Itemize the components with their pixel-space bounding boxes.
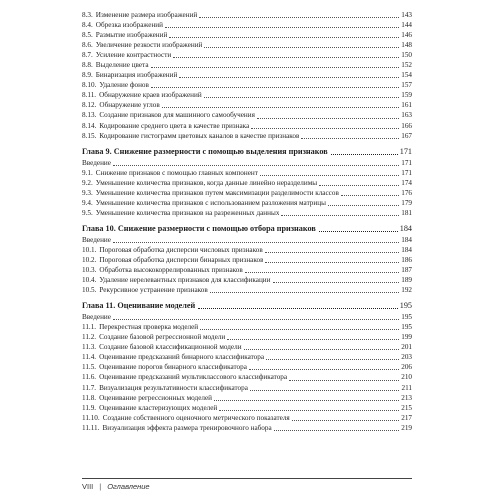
toc-entry-title: Создание базовой регрессионной модели (99, 333, 226, 342)
toc-entry-page: 187 (401, 266, 412, 275)
toc-entry (82, 265, 412, 275)
chapter-page: 195 (399, 301, 412, 311)
leader-dots (301, 138, 399, 139)
leader-dots (165, 27, 399, 28)
leader-dots (173, 57, 399, 58)
toc-entry-number: 11.3. (82, 343, 97, 352)
leader-dots (219, 410, 399, 411)
toc-entry-page: 150 (401, 51, 412, 60)
toc-entry-page: 154 (401, 71, 412, 80)
toc-entry-title: Увеличение резкости изображений (95, 41, 203, 50)
leader-dots (249, 369, 399, 370)
toc-entry-title: Обнаружение краев изображений (99, 91, 202, 100)
toc-entry (82, 275, 412, 285)
toc-entry (82, 255, 412, 265)
toc-entry-number: 10.4. (82, 276, 97, 285)
toc-entry-title: Усиление контрастности (95, 51, 172, 60)
toc-entry (82, 131, 412, 141)
toc-entry-title: Размытие изображений (95, 31, 168, 40)
toc-entry-page: 148 (401, 41, 412, 50)
leader-dots (257, 118, 399, 119)
toc-group-a (82, 10, 412, 141)
toc-entry-number: 11.5. (82, 363, 97, 372)
leader-dots (250, 390, 400, 391)
toc-entry-number: 8.6. (82, 41, 93, 50)
toc-page (82, 10, 412, 433)
toc-entry-title: Введение (82, 313, 111, 322)
toc-entry-number: 11.2. (82, 333, 97, 342)
leader-dots (292, 420, 399, 421)
toc-entry (82, 285, 412, 295)
toc-entry-page: 195 (401, 313, 412, 322)
toc-entry-number: 11.4. (82, 353, 97, 362)
toc-entry-title: Создание базовой классификационной модели (99, 343, 242, 352)
footer-separator: | (99, 482, 102, 491)
leader-dots (331, 154, 398, 155)
toc-entry-number: 9.3. (82, 188, 93, 197)
toc-entry-title: Уменьшение количества признаков на разреженных данных (95, 208, 280, 217)
toc-entry-title: Обработка высококоррелированных признаков (99, 266, 243, 275)
leader-dots (319, 231, 398, 232)
toc-entry-number: 11.6. (82, 373, 97, 382)
toc-entry-number: 11.11. (82, 423, 100, 432)
leader-dots (245, 272, 399, 273)
toc-entry-page: 166 (401, 121, 412, 130)
leader-dots (260, 175, 399, 176)
toc-entry (82, 393, 412, 403)
toc-entry-title: Выделение цвета (95, 61, 149, 70)
toc-entry-number: 8.13. (82, 111, 97, 120)
toc-entry-title: Оценивание порогов бинарного классификатора (99, 363, 247, 372)
toc-entry (82, 188, 412, 198)
toc-entry-title: Визуализация результативности классификатора (99, 383, 248, 392)
chapter-page: 184 (399, 223, 412, 233)
toc-entry (82, 90, 412, 100)
toc-entry-title: Введение (82, 235, 111, 244)
toc-entry-page: 171 (401, 158, 412, 167)
toc-entry-title: Уменьшение количества признаков с использованием разложения матрицы (95, 198, 326, 207)
toc-entry-number: 11.1. (82, 323, 97, 332)
toc-entry-title: Бинаризация изображений (95, 71, 178, 80)
toc-entry-title: Снижение признаков с помощью главных компонент (95, 168, 258, 177)
leader-dots (151, 67, 400, 68)
toc-entry-page: 217 (401, 413, 412, 422)
leader-dots (227, 339, 399, 340)
toc-entry-page: 192 (401, 286, 412, 295)
toc-entry-title: Уменьшение количества признаков путем максимизации разделимости классов (95, 188, 339, 197)
chapter-9-heading (82, 146, 412, 158)
toc-entry-page: 203 (401, 353, 412, 362)
toc-entry-number: 8.15. (82, 131, 97, 140)
toc-entry-page: 159 (401, 91, 412, 100)
toc-entry (82, 70, 412, 80)
toc-entry-page: 174 (401, 178, 412, 187)
leader-dots (319, 185, 399, 186)
chapter-title: Глава 10. Снижение размерности с помощью отбора признаков (82, 223, 316, 233)
toc-entry-number: 8.11. (82, 91, 97, 100)
toc-entry-page: 146 (401, 31, 412, 40)
toc-entry-number: 10.5. (82, 286, 97, 295)
toc-entry-title: Оценивание кластеризующих моделей (99, 403, 218, 412)
leader-dots (289, 380, 399, 381)
toc-entry (82, 413, 412, 423)
toc-entry-page: 189 (401, 276, 412, 285)
toc-entry-title: Изменение размера изображений (95, 11, 198, 19)
toc-entry-number: 11.10. (82, 413, 100, 422)
toc-entry (82, 403, 412, 413)
toc-entry-page: 199 (401, 333, 412, 342)
toc-entry-page: 161 (401, 101, 412, 110)
toc-entry-number: 8.12. (82, 101, 97, 110)
toc-entry (82, 383, 412, 393)
leader-dots (199, 17, 399, 18)
toc-entry-number: 8.7. (82, 51, 93, 60)
toc-entry-page: 184 (401, 245, 412, 254)
toc-entry-page: 167 (401, 131, 412, 140)
toc-entry-page: 179 (401, 198, 412, 207)
toc-entry-page: 143 (401, 11, 412, 19)
toc-entry-page: 201 (401, 343, 412, 352)
toc-entry (82, 110, 412, 120)
toc-entry-title: Создание собственного оценочного метрического показателя (102, 413, 290, 422)
toc-entry (82, 60, 412, 70)
leader-dots (328, 205, 399, 206)
page-footer (82, 478, 412, 491)
toc-entry-number: 9.4. (82, 198, 93, 207)
leader-dots (113, 319, 399, 320)
toc-entry-page: 163 (401, 111, 412, 120)
toc-entry (82, 245, 412, 255)
toc-entry-title: Визуализация эффекта размера тренировочного набора (102, 423, 272, 432)
toc-entry-page: 210 (401, 373, 412, 382)
toc-entry (82, 372, 412, 382)
toc-entry-number: 9.1. (82, 168, 93, 177)
toc-entry (82, 322, 412, 332)
toc-entry-page: 144 (401, 21, 412, 30)
toc-entry-page: 157 (401, 81, 412, 90)
toc-entry (82, 100, 412, 110)
toc-entry-page: 186 (401, 255, 412, 264)
toc-entry-page: 176 (401, 188, 412, 197)
leader-dots (204, 47, 399, 48)
toc-entry-page: 215 (401, 403, 412, 412)
leader-dots (162, 107, 399, 108)
leader-dots (198, 308, 398, 309)
toc-entry-title: Пороговая обработка дисперсии числовых признаков (99, 245, 263, 254)
leader-dots (265, 262, 399, 263)
toc-entry-number: 11.8. (82, 393, 97, 402)
toc-entry (82, 158, 412, 168)
toc-entry-number: 8.10. (82, 81, 97, 90)
toc-entry (82, 208, 412, 218)
toc-entry-page: 171 (401, 168, 412, 177)
toc-entry-number: 8.8. (82, 61, 93, 70)
toc-entry (82, 121, 412, 131)
leader-dots (200, 329, 399, 330)
toc-entry-title: Удаление нерелевантных признаков для классификации (99, 276, 271, 285)
toc-entry-page: 181 (401, 208, 412, 217)
toc-entry (82, 20, 412, 30)
toc-entry-number: 8.4. (82, 21, 93, 30)
leader-dots (214, 400, 399, 401)
leader-dots (204, 97, 400, 98)
toc-entry (82, 362, 412, 372)
toc-entry-page: 211 (401, 383, 412, 392)
toc-group-d (82, 312, 412, 433)
toc-entry (82, 352, 412, 362)
leader-dots (341, 195, 399, 196)
leader-dots (113, 165, 399, 166)
toc-entry-number: 8.9. (82, 71, 93, 80)
toc-entry-number: 8.14. (82, 121, 97, 130)
toc-entry-title: Пороговая обработка дисперсии бинарных признаков (99, 255, 264, 264)
toc-entry-title: Обрезка изображений (95, 21, 163, 30)
leader-dots (210, 292, 399, 293)
toc-entry (82, 332, 412, 342)
leader-dots (179, 77, 399, 78)
toc-entry-page: 219 (401, 423, 412, 432)
leader-dots (281, 215, 399, 216)
toc-entry (82, 423, 412, 433)
toc-entry (82, 168, 412, 178)
toc-entry (82, 198, 412, 208)
toc-entry-title: Удаление фонов (99, 81, 149, 90)
toc-entry-title: Введение (82, 158, 111, 167)
toc-entry-title: Обнаружение углов (99, 101, 160, 110)
toc-entry-number: 9.2. (82, 178, 93, 187)
toc-entry-title: Кодирование гистограмм цветовых каналов в качестве признаков (99, 131, 300, 140)
toc-entry-title: Оценивание предсказаний мультиклассового классификатора (99, 373, 288, 382)
toc-entry (82, 312, 412, 322)
toc-entry-title: Уменьшение количества признаков, когда данные линейно неразделимы (95, 178, 318, 187)
toc-entry (82, 30, 412, 40)
toc-entry (82, 235, 412, 245)
toc-entry (82, 40, 412, 50)
chapter-11-heading (82, 300, 412, 312)
chapter-page: 171 (399, 146, 412, 156)
toc-group-b (82, 158, 412, 218)
footer-label: Оглавление (107, 482, 150, 491)
toc-entry-number: 10.2. (82, 255, 97, 264)
chapter-title: Глава 11. Оценивание моделей (82, 301, 196, 311)
toc-entry-page: 184 (401, 235, 412, 244)
leader-dots (265, 252, 399, 253)
toc-entry (82, 178, 412, 188)
toc-entry (82, 342, 412, 352)
toc-entry-page: 213 (401, 393, 412, 402)
footer-page-number: VIII (82, 482, 94, 491)
toc-entry-page: 206 (401, 363, 412, 372)
toc-entry (82, 80, 412, 90)
toc-entry-title: Оценивание регрессионных моделей (99, 393, 213, 402)
leader-dots (274, 430, 400, 431)
chapter-title: Глава 9. Снижение размерности с помощью выделения признаков (82, 146, 328, 156)
toc-entry (82, 10, 412, 20)
toc-entry-title: Оценивание предсказаний бинарного классификатора (99, 353, 265, 362)
toc-entry-number: 8.3. (82, 11, 93, 19)
leader-dots (169, 37, 399, 38)
toc-entry-title: Рекурсивное устранение признаков (99, 286, 208, 295)
toc-entry-title: Кодирование среднего цвета в качестве признака (99, 121, 250, 130)
toc-entry-page: 195 (401, 323, 412, 332)
toc-entry-number: 11.7. (82, 383, 97, 392)
toc-group-c (82, 235, 412, 295)
toc-entry-title: Перекрестная проверка моделей (99, 323, 199, 332)
leader-dots (266, 359, 399, 360)
toc-entry-page: 152 (401, 61, 412, 70)
leader-dots (273, 282, 400, 283)
chapter-10-heading (82, 223, 412, 235)
toc-entry-number: 10.3. (82, 266, 97, 275)
toc-entry-number: 8.5. (82, 31, 93, 40)
toc-entry-title: Создание признаков для машинного самообучения (99, 111, 255, 120)
toc-entry-number: 9.5. (82, 208, 93, 217)
leader-dots (113, 242, 399, 243)
leader-dots (244, 349, 400, 350)
leader-dots (251, 128, 399, 129)
leader-dots (151, 87, 399, 88)
toc-entry-number: 10.1. (82, 245, 97, 254)
toc-entry (82, 50, 412, 60)
toc-entry-number: 11.9. (82, 403, 97, 412)
